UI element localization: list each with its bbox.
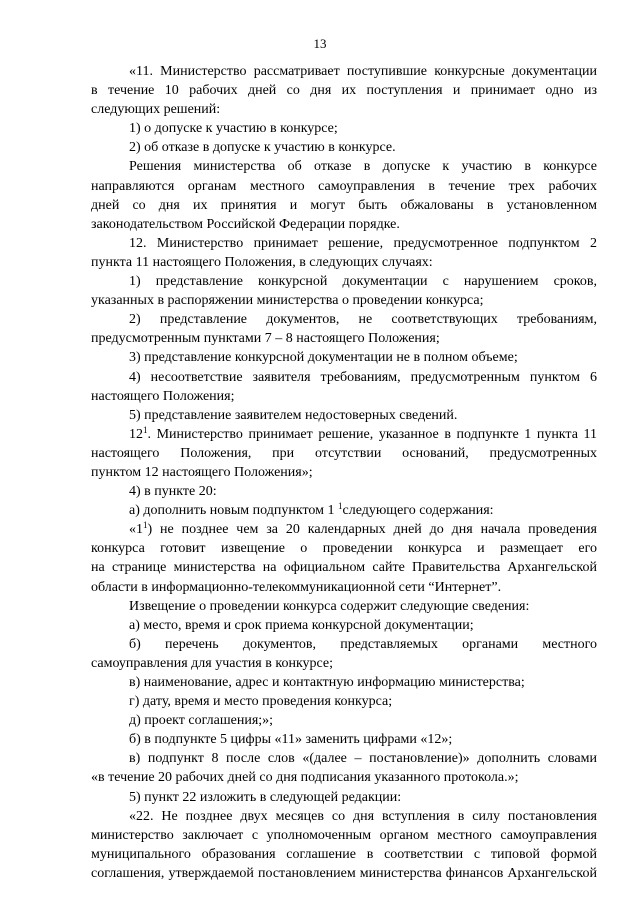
text-line: 1) о допуске к участию в конкурсе; bbox=[129, 121, 338, 137]
superscript: 1 bbox=[143, 520, 148, 531]
text-line: конкурса готовит извещение о проведении конкурса и размещает его bbox=[91, 541, 597, 557]
text-line: пункта 11 настоящего Положения, в следующих случаях: bbox=[91, 254, 433, 270]
text-line: 2) об отказе в допуске к участию в конкурсе. bbox=[129, 140, 396, 156]
text-line: «$1^1$) не позднее чем за 20 календарных дней до дня начала проведения bbox=[129, 520, 597, 538]
text-line: 12. Министерство принимает решение, предусмотренное подпунктом 2 bbox=[129, 235, 597, 251]
text-line: 5) пункт 22 изложить в следующей редакции: bbox=[129, 789, 402, 805]
text-line: на странице министерства на официальном сайте Правительства Архангельской bbox=[91, 560, 597, 576]
text-line: соглашения, утверждаемой постановлением министерства финансов Архангельской bbox=[91, 865, 597, 881]
text-line: а) место, время и срок приема конкурсной документации; bbox=[129, 617, 474, 633]
text-line: Извещение о проведении конкурса содержит следующие сведения: bbox=[129, 598, 530, 614]
text-line: направляются органам местного самоуправления в течение трех рабочих bbox=[91, 178, 597, 194]
text-line: дней со дня их принятия и могут быть обжалованы в установленном bbox=[91, 197, 597, 213]
text-line: настоящего Положения, при отсутствии оснований, предусмотренных bbox=[91, 445, 597, 461]
document-body bbox=[91, 62, 597, 883]
superscript: 1 bbox=[338, 501, 343, 512]
text-line: 1) представление конкурсной документации с нарушением сроков, bbox=[129, 274, 597, 290]
text-line: Решения министерства об отказе в допуске к участию в конкурсе bbox=[129, 159, 597, 175]
text-line: министерство заключает с уполномоченным органом местного самоуправления bbox=[91, 827, 597, 843]
text-line: 4) несоответствие заявителя требованиям, предусмотренным пунктом 6 bbox=[129, 369, 597, 385]
page-number: 13 bbox=[313, 36, 327, 51]
text-line: настоящего Положения; bbox=[91, 388, 235, 404]
text-line: 4) в пункте 20: bbox=[129, 484, 217, 500]
text-line: $12^1$. Министерство принимает решение, указанное в подпункте 1 пункта 11 bbox=[129, 424, 597, 442]
text-line: б) в подпункте 5 цифры «11» заменить цифрами «12»; bbox=[129, 732, 453, 748]
text-line: следующих решений: bbox=[91, 102, 221, 118]
text-line: «11. Министерство рассматривает поступившие конкурсные документации bbox=[129, 64, 597, 79]
text-line: законодательством Российской Федерации порядке. bbox=[91, 216, 400, 232]
text-line: 2) представление документов, не соответствующих требованиям, bbox=[129, 312, 597, 328]
text-line: а) дополнить новым подпунктом 1 $^1$следующего содержания: bbox=[129, 501, 494, 519]
text-line: указанных в распоряжении министерства о проведении конкурса; bbox=[91, 293, 484, 309]
text-line: 5) представление заявителем недостоверных сведений. bbox=[129, 407, 458, 423]
text-line: предусмотренным пунктами 7 – 8 настоящего Положения; bbox=[91, 331, 440, 347]
text-line: в) подпункт 8 после слов «(далее – постановление)» дополнить словами bbox=[129, 751, 597, 767]
text-line: в) наименование, адрес и контактную информацию министерства; bbox=[129, 675, 525, 690]
text-line: области в информационно-телекоммуникационной сети “Интернет”. bbox=[91, 579, 502, 595]
text-line: д) проект соглашения;»; bbox=[129, 713, 274, 729]
text-line: самоуправления для участия в конкурсе; bbox=[91, 655, 334, 671]
text-line: 3) представление конкурсной документации не в полном объеме; bbox=[129, 350, 518, 366]
text-line: б) перечень документов, представляемых органами местного bbox=[129, 636, 597, 652]
text-line: «в течение 20 рабочих дней со дня подписания указанного протокола.»; bbox=[91, 770, 519, 786]
text-line: г) дату, время и место проведения конкурса; bbox=[129, 694, 393, 710]
text-line: муниципального образования соглашение в соответствии с типовой формой bbox=[91, 846, 597, 862]
superscript: 1 bbox=[143, 424, 148, 435]
text-line: в течение 10 рабочих дней со дня их поступления и принимает одно из bbox=[91, 83, 597, 99]
text-line: «22. Не позднее двух месяцев со дня вступления в силу постановления bbox=[129, 808, 597, 824]
text-line: пунктом 12 настоящего Положения»; bbox=[91, 464, 313, 480]
